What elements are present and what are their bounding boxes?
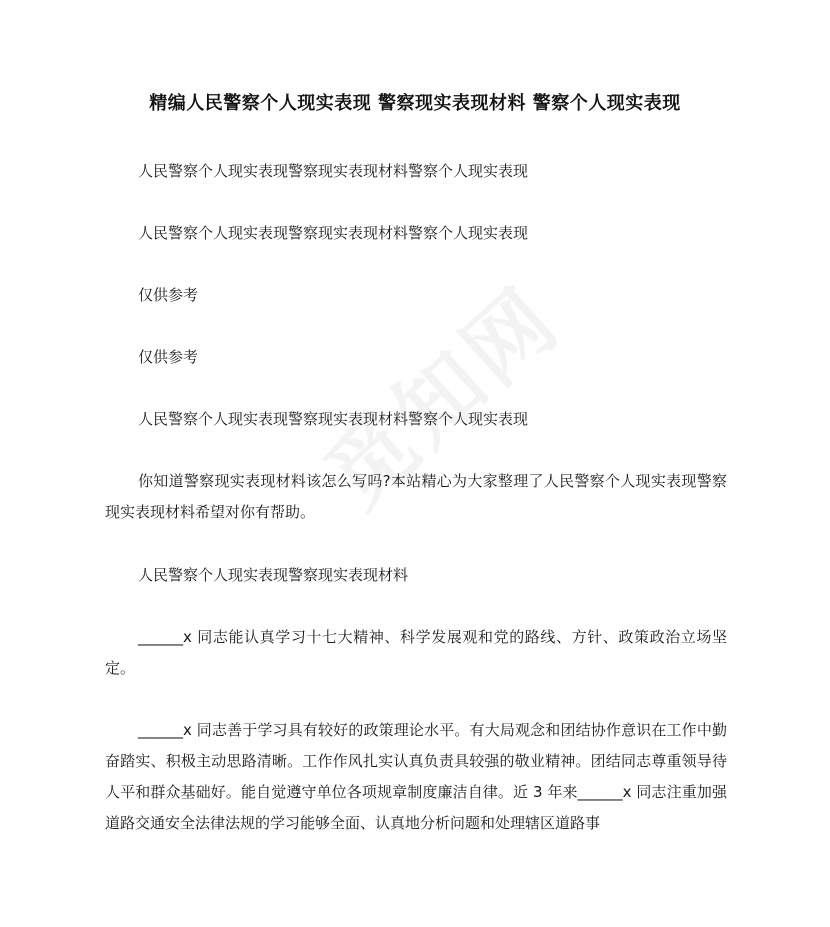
paragraph-2: 人民警察个人现实表现警察现实表现材料警察个人现实表现 xyxy=(138,224,529,242)
paragraph-4: 仅供参考 xyxy=(138,348,199,366)
paragraph-3: 仅供参考 xyxy=(138,286,199,304)
paragraph-8: ______x 同志能认真学习十七大精神、科学发展观和党的路线、方针、政策政治立场坚定。 xyxy=(105,628,727,677)
document-title: 精编人民警察个人现实表现 警察现实表现材料 警察个人现实表现 xyxy=(149,93,681,114)
paragraph-7: 人民警察个人现实表现警察现实表现材料 xyxy=(138,566,409,584)
paragraph-9: ______x 同志善于学习具有较好的政策理论水平。有大局观念和团结协作意识在工作中勤奋踏实、积极主动思路清晰。工作作风扎实认真负责具较强的敬业精神。团结同志尊重领导待人平和群众基础好。能自觉遵守单位各项规章制度廉洁自律。近 3 年来______x 同志注重加强道路交通安全法律法规的学习能够全面、认真地分析问题和处理辖区道路事 xyxy=(105,721,727,832)
paragraph-6: 你知道警察现实表现材料该怎么写吗?本站精心为大家整理了人民警察个人现实表现警察现实表现材料希望对你有帮助。 xyxy=(105,472,727,521)
paragraph-1: 人民警察个人现实表现警察现实表现材料警察个人现实表现 xyxy=(138,162,529,180)
paragraph-5: 人民警察个人现实表现警察现实表现材料警察个人现实表现 xyxy=(138,410,529,428)
